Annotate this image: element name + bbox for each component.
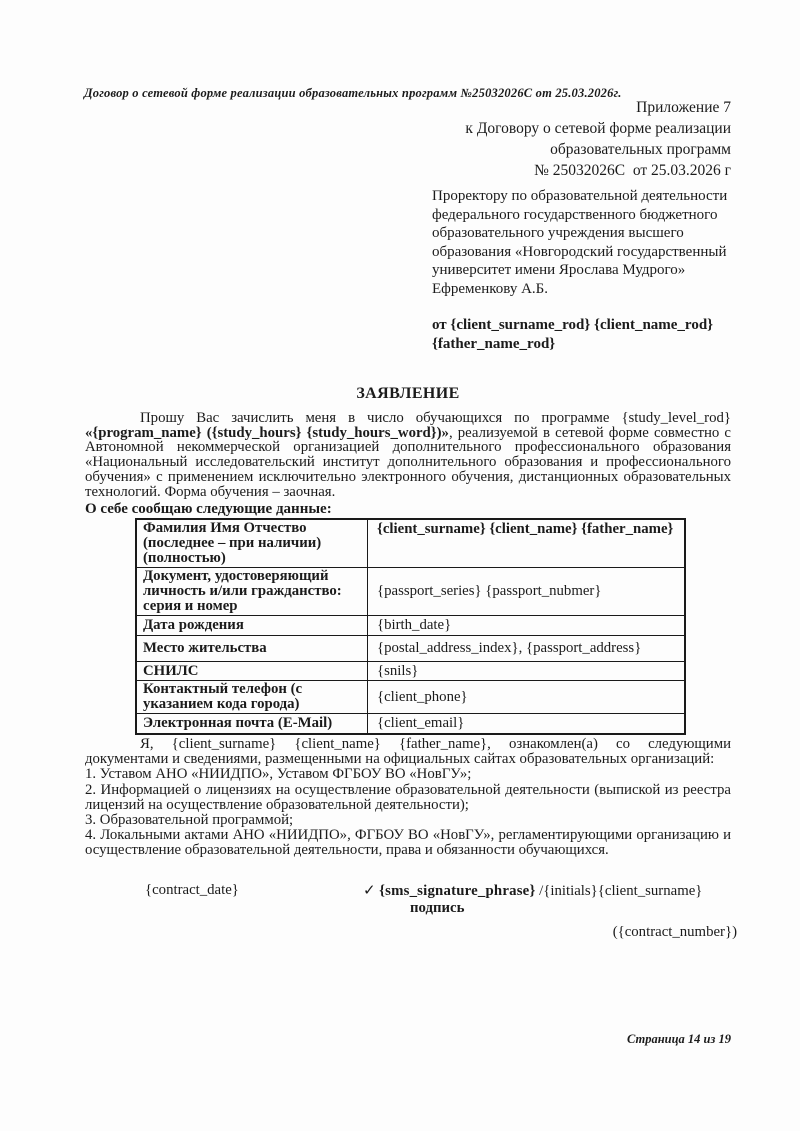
row-value: {passport_series} {passport_nubmer}	[368, 568, 686, 616]
acknowledgement-item: 2. Информацией о лицензиях на осуществление образовательной деятельности (выпиской из реестра лицензий на осуществление образовательной деятельности);	[85, 781, 731, 813]
from-line: {father_name_rod}	[432, 336, 556, 352]
row-label: Контактный телефон (с указанием кода города)	[136, 681, 368, 714]
personal-data-intro: О себе сообщаю следующие данные:	[85, 501, 332, 517]
addressee-line: Ефременкову А.Б.	[432, 280, 549, 297]
addressee-line: образования «Новгородский государственный	[432, 243, 727, 260]
row-label: СНИЛС	[136, 662, 368, 681]
addressee-line: Проректору по образовательной деятельности	[432, 188, 728, 204]
contract-reference-header: Договор о сетевой форме реализации образовательных программ №25032026С от 25.03.2026г.	[84, 86, 622, 100]
table-row	[136, 662, 685, 681]
row-label: Дата рождения	[136, 616, 368, 636]
from-applicant-block	[432, 316, 742, 354]
application-title: ЗАЯВЛЕНИЕ	[356, 385, 460, 402]
signature-caption: подпись	[410, 900, 465, 916]
row-value: {birth_date}	[368, 616, 686, 636]
acknowledgement-item: 4. Локальными актами АНО «НИИДПО», ФГБОУ ВО «НовГУ», регламентирующими организацию и осуществление образовательной деятельности, права и обязанности обучающихся.	[85, 827, 731, 859]
request-text-after: , реализуемой в сетевой форме совместно с Автономной некоммерческой организацией дополнительного профессионального образования «Национальный исследовательский институт дополнительного образования и профессионального обучения» с применением исключительно электронного обучения, дистанционных образовательных технологий. Форма обучения – заочная.	[85, 424, 731, 500]
acknowledgement-intro: Я, {client_surname} {client_name} {father_name}, ознакомлен(а) со следующими документами и сведениями, размещенными на официальных сайтах образовательных организаций:	[85, 736, 731, 768]
addressee-line: образовательного учреждения высшего	[432, 225, 684, 241]
acknowledgement-item: 1. Уставом АНО «НИИДПО», Уставом ФГБОУ ВО «НовГУ»;	[85, 766, 472, 783]
signature-date: {contract_date}	[145, 882, 239, 898]
row-label: Фамилия Имя Отчество (последнее – при наличии) (полностью)	[136, 519, 368, 568]
table-row	[136, 714, 685, 734]
acknowledgement-item: 3. Образовательной программой;	[85, 812, 294, 829]
checkmark-icon: ✓	[363, 883, 376, 899]
appendix-line: № 25032026С от 25.03.2026 г	[534, 162, 731, 179]
addressee-line: федерального государственного бюджетного	[432, 206, 718, 223]
row-label: Место жительства	[136, 636, 368, 662]
appendix-line: образовательных программ	[550, 141, 731, 158]
row-label: Документ, удостоверяющий личность и/или гражданство: серия и номер	[136, 568, 368, 616]
row-value: {client_phone}	[368, 681, 686, 714]
appendix-line: к Договору о сетевой форме реализации	[465, 120, 731, 137]
addressee-line: университет имени Ярослава Мудрого»	[432, 262, 686, 278]
request-paragraph	[85, 411, 731, 499]
row-value: {client_surname} {client_name} {father_name}	[368, 519, 686, 568]
row-value: {postal_address_index}, {passport_address}	[368, 636, 686, 662]
signature-line	[363, 882, 702, 900]
table-row	[136, 681, 685, 714]
signature-phrase: {sms_signature_phrase}	[379, 883, 536, 899]
appendix-block	[85, 97, 731, 181]
table-row	[136, 568, 685, 616]
table-row	[136, 519, 685, 568]
table-row	[136, 616, 685, 636]
page-footer: Страница 14 из 19	[626, 1032, 731, 1046]
program-name-bold: «{program_name} ({study_hours} {study_hours_word})»	[85, 424, 449, 441]
contract-number: ({contract_number})	[612, 924, 737, 940]
row-label: Электронная почта (E-Mail)	[136, 714, 368, 734]
request-text-before: Прошу Вас зачислить меня в число обучающихся по программе {study_level_rod}	[140, 410, 731, 426]
acknowledgement-block	[85, 737, 731, 859]
signature-name: /{initials}{client_surname}	[535, 883, 703, 899]
addressee-block	[432, 187, 742, 298]
row-value: {snils}	[368, 662, 686, 681]
appendix-line: Приложение 7	[636, 99, 731, 116]
from-line: от {client_surname_rod} {client_name_rod}	[432, 317, 714, 333]
table-row	[136, 636, 685, 662]
personal-data-table	[135, 518, 686, 735]
row-value: {client_email}	[368, 714, 686, 734]
